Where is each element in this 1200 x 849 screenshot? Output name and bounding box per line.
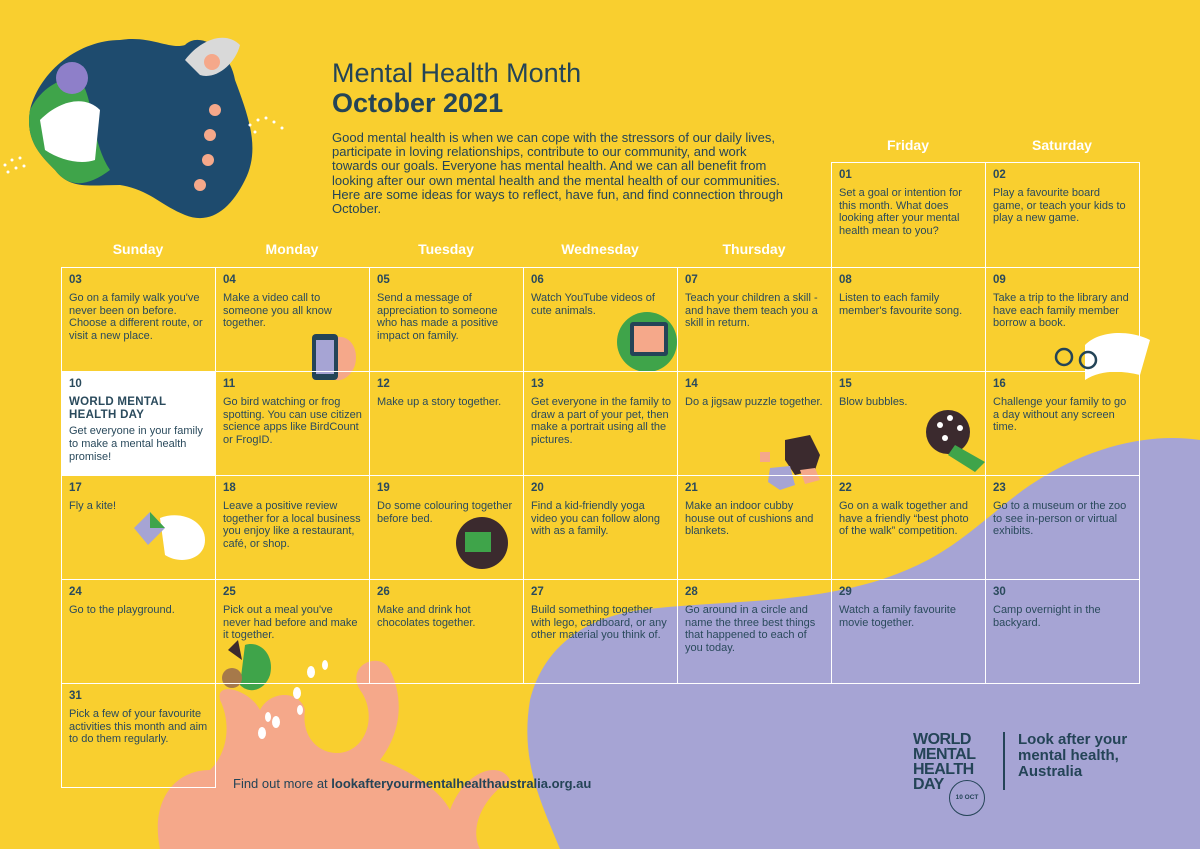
calendar-day-24 xyxy=(61,579,216,684)
day-activity: Take a trip to the library and have each family member borrow a book. xyxy=(993,291,1129,330)
day-activity: Go on a family walk you've never been on before. Choose a different route, or visit a new place. xyxy=(69,291,203,343)
calendar-day-18 xyxy=(215,475,370,580)
day-activity: Pick out a meal you've never had before and make it together. xyxy=(223,603,358,642)
campaign-tagline xyxy=(1018,732,1127,780)
day-number: 28 xyxy=(685,586,698,598)
day-activity: Send a message of appreciation to someone who has made a positive impact on family. xyxy=(377,291,499,343)
calendar-day-06 xyxy=(523,267,678,372)
day-number: 20 xyxy=(531,482,544,494)
page-title-line1: Mental Health Month xyxy=(332,58,582,88)
calendar-day-19 xyxy=(369,475,524,580)
calendar-day-10 xyxy=(61,371,216,476)
day-number: 01 xyxy=(839,169,852,181)
calendar-day-26 xyxy=(369,579,524,684)
day-activity: Camp overnight in the backyard. xyxy=(993,603,1101,629)
footer-url-link[interactable]: lookafteryourmentalhealthaustralia.org.au xyxy=(331,776,592,791)
day-activity: Go on a walk together and have a friendly “best photo of the walk” competition. xyxy=(839,499,969,538)
calendar-day-15 xyxy=(831,371,986,476)
day-activity: Find a kid-friendly yoga video you can follow along with as a family. xyxy=(531,499,661,538)
day-number: 04 xyxy=(223,274,236,286)
day-number: 05 xyxy=(377,274,390,286)
calendar-day-28 xyxy=(677,579,832,684)
footer-prefix: Find out more at xyxy=(233,776,332,791)
calendar-day-07 xyxy=(677,267,832,372)
day-activity: Pick a few of your favourite activities this month and aim to do them regularly. xyxy=(69,707,208,746)
logo-line: WORLD xyxy=(913,731,971,748)
day-activity: Go to a museum or the zoo to see in-person or virtual exhibits. xyxy=(993,499,1127,538)
day-number: 15 xyxy=(839,378,852,390)
date-badge: 10 OCT xyxy=(949,780,985,816)
calendar-day-25 xyxy=(215,579,370,684)
day-number: 17 xyxy=(69,482,82,494)
day-header-monday: Monday xyxy=(265,241,319,257)
footer-link-text xyxy=(233,776,591,791)
day-activity: Challenge your family to go a day without any screen time. xyxy=(993,395,1127,434)
day-activity: Do a jigsaw puzzle together. xyxy=(685,395,823,408)
day-header-sunday: Sunday xyxy=(112,241,164,257)
calendar-day-22 xyxy=(831,475,986,580)
day-number: 12 xyxy=(377,378,390,390)
australia-illustration xyxy=(4,38,284,218)
day-number: 06 xyxy=(531,274,544,286)
calendar-day-11 xyxy=(215,371,370,476)
day-header-tuesday: Tuesday xyxy=(418,241,474,257)
day-number: 21 xyxy=(685,482,698,494)
calendar-day-05 xyxy=(369,267,524,372)
day-number: 29 xyxy=(839,586,852,598)
day-number: 19 xyxy=(377,482,390,494)
day-number: 22 xyxy=(839,482,852,494)
intro-paragraph: Good mental health is when we can cope with the stressors of our daily lives, participate in loving relationships, contribute to our community, and work towards our goals. Everyone has mental health. And we can all benefit from looking after our own mental health and the mental health of our communities. Here are some ideas for ways to reflect, have fun, and find connection through October. xyxy=(332,130,783,217)
calendar-day-29 xyxy=(831,579,986,684)
day-number: 24 xyxy=(69,586,82,598)
calendar-day-20 xyxy=(523,475,678,580)
day-activity: Get everyone in your family to make a mental health promise! xyxy=(69,425,203,463)
calendar-day-09 xyxy=(985,267,1140,372)
day-activity: Watch YouTube videos of cute animals. xyxy=(531,291,655,317)
day-number: 16 xyxy=(993,378,1006,390)
day-activity: Play a favourite board game, or teach your kids to play a new game. xyxy=(993,186,1126,225)
day-activity: Set a goal or intention for this month. What does looking after your mental health mean to you? xyxy=(839,186,962,238)
day-activity: Do some colouring together before bed. xyxy=(377,499,513,525)
day-header-friday: Friday xyxy=(886,137,929,153)
day-number: 10 xyxy=(69,378,82,390)
calendar-day-04 xyxy=(215,267,370,372)
day-header-thursday: Thursday xyxy=(722,241,786,257)
logo-divider xyxy=(1003,732,1005,790)
day-number: 03 xyxy=(69,274,82,286)
tagline-line: Look after your xyxy=(1018,731,1128,748)
calendar-day-16 xyxy=(985,371,1140,476)
calendar-day-17 xyxy=(61,475,216,580)
calendar-day-03 xyxy=(61,267,216,372)
day-number: 26 xyxy=(377,586,390,598)
day-activity: Go bird watching or frog spotting. You can use citizen science apps like BirdCount or FrogID. xyxy=(223,395,362,447)
day-activity: Get everyone in the family to draw a part of your pet, then make a portrait using all the pictures. xyxy=(531,395,672,447)
day-activity: Make a video call to someone you all know together. xyxy=(223,291,332,330)
day-number: 09 xyxy=(993,274,1006,286)
day-activity: Leave a positive review together for a local business you enjoy like a restaurant, café, or shop. xyxy=(223,499,361,551)
logo-line: DAY xyxy=(913,776,944,793)
day-activity: Go to the playground. xyxy=(69,603,175,616)
day-number: 13 xyxy=(531,378,544,390)
world-mental-health-day-title: WORLD MENTAL HEALTH DAY xyxy=(69,395,167,421)
calendar-day-30 xyxy=(985,579,1140,684)
tagline-line: Australia xyxy=(1018,763,1083,780)
logo-line: MENTAL xyxy=(913,746,976,763)
calendar-day-14 xyxy=(677,371,832,476)
calendar-day-31 xyxy=(61,683,216,788)
day-activity: Fly a kite! xyxy=(69,499,117,512)
day-activity: Make an indoor cubby house out of cushions and blankets. xyxy=(685,499,814,538)
day-number: 18 xyxy=(223,482,236,494)
day-number: 30 xyxy=(993,586,1006,598)
day-number: 25 xyxy=(223,586,236,598)
calendar-day-27 xyxy=(523,579,678,684)
day-header-wednesday: Wednesday xyxy=(561,241,639,257)
day-number: 23 xyxy=(993,482,1006,494)
calendar-day-08 xyxy=(831,267,986,372)
day-activity: Go around in a circle and name the three best things that happened to each of you today. xyxy=(685,603,816,655)
calendar-day-21 xyxy=(677,475,832,580)
day-activity: Build something together with lego, cardboard, or any other material you think of. xyxy=(531,603,667,642)
calendar-day-01 xyxy=(831,162,986,268)
day-activity: Blow bubbles. xyxy=(839,395,908,408)
calendar-day-02 xyxy=(985,162,1140,268)
day-number: 02 xyxy=(993,169,1006,181)
day-number: 27 xyxy=(531,586,544,598)
day-activity: Watch a family favourite movie together. xyxy=(839,603,956,629)
day-header-saturday: Saturday xyxy=(1032,137,1092,153)
day-number: 11 xyxy=(223,378,236,390)
logo-line: HEALTH xyxy=(913,761,974,778)
calendar-day-23 xyxy=(985,475,1140,580)
calendar-day-13 xyxy=(523,371,678,476)
day-activity: Teach your children a skill - and have them teach you a skill in return. xyxy=(685,291,818,330)
day-activity: Make up a story together. xyxy=(377,395,502,408)
tagline-line: mental health, xyxy=(1018,747,1119,764)
day-activity: Listen to each family member's favourite song. xyxy=(839,291,963,317)
day-number: 07 xyxy=(685,274,698,286)
page-title-line2: October 2021 xyxy=(332,88,504,118)
day-number: 08 xyxy=(839,274,852,286)
day-number: 31 xyxy=(69,690,82,702)
day-activity: Make and drink hot chocolates together. xyxy=(377,603,476,629)
day-number: 14 xyxy=(685,378,698,390)
calendar-day-12 xyxy=(369,371,524,476)
